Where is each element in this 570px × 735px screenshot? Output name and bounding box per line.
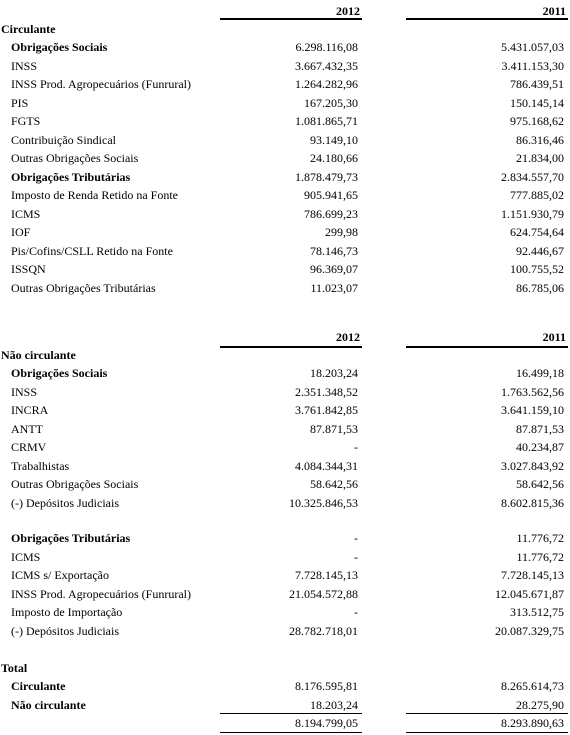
row-label: ANTT [11, 421, 43, 436]
row-label: IOF [11, 225, 31, 239]
value-2012: 24.180,66 [310, 151, 358, 165]
value-2011: 86.785,06 [516, 280, 564, 295]
value-2012: 1.081.865,71 [295, 114, 358, 128]
row-label: Contribuição Sindical [11, 132, 116, 147]
value-2012: 28.782.718,01 [289, 623, 358, 638]
table-row [0, 279, 570, 297]
value-2011: 975.168,62 [510, 114, 564, 128]
table-row [0, 223, 570, 241]
value-2011: 86.316,46 [516, 132, 564, 147]
value-2011: 3.411.153,30 [501, 58, 564, 73]
value-2012: - [354, 440, 358, 454]
value-2011: 150.145,14 [510, 95, 564, 110]
total-sum-underline-2011 [406, 732, 568, 733]
table-row [0, 622, 570, 640]
table-row [0, 168, 570, 186]
row-label: Pis/Cofins/CSLL Retido na Fonte [11, 243, 173, 258]
value-2011: 16.499,18 [516, 366, 564, 380]
value-2011: 12.045.671,87 [495, 586, 564, 601]
value-2012: 10.325.846,53 [289, 495, 358, 510]
row-label: Imposto de Importação [11, 605, 123, 619]
value-2012: 11.023,07 [310, 280, 358, 295]
row-label: ICMS s/ Exportação [11, 568, 109, 582]
total-sum-underline-2012 [220, 732, 362, 733]
value-2011: 777.885,02 [510, 188, 564, 202]
value-2012: 299,98 [325, 225, 358, 239]
value-2011: 624.754,64 [510, 225, 564, 239]
row-label: PIS [11, 95, 29, 110]
row-label: Outras Obrigações Tributárias [11, 280, 156, 295]
table-row [0, 364, 570, 382]
value-2012: 78.146,73 [310, 243, 358, 258]
block1-year-2011: 2011 [542, 4, 566, 18]
row-label: Imposto de Renda Retido na Fonte [11, 188, 178, 202]
row-label: ICMS [11, 206, 41, 221]
table-row [0, 475, 570, 493]
table-row [0, 205, 570, 223]
value-2011: 11.776,72 [516, 549, 564, 564]
row-label: Circulante [11, 679, 66, 693]
value-2011: 58.642,56 [516, 477, 564, 491]
table-row [0, 529, 570, 547]
value-2011: 100.755,52 [510, 262, 564, 276]
total-sum-2011: 8.293.890,63 [501, 716, 564, 730]
table-row [0, 548, 570, 566]
row-label: Outras Obrigações Sociais [11, 477, 139, 491]
value-2012: 3.667.432,35 [295, 58, 358, 73]
row-label: (-) Depósitos Judiciais [11, 623, 119, 638]
row-label: Obrigações Tributárias [11, 169, 131, 184]
row-label: ICMS [11, 549, 41, 564]
value-2011: 20.087.329,75 [495, 623, 564, 638]
table-row [0, 149, 570, 167]
value-2012: 18.203,24 [310, 697, 358, 712]
block2-section-title: Não circulante [1, 348, 76, 362]
row-label: Obrigações Tributárias [11, 531, 131, 545]
row-label: Não circulante [11, 697, 86, 712]
value-2012: 905.941,65 [304, 188, 358, 202]
value-2012: 7.728.145,13 [295, 568, 358, 582]
value-2011: 1.151.930,79 [501, 206, 564, 221]
value-2012: 786.699,23 [304, 206, 358, 221]
row-label: Obrigações Sociais [11, 40, 108, 54]
value-2011: 1.763.562,56 [501, 384, 564, 399]
block2-year-2011: 2011 [542, 330, 566, 344]
table-row [0, 494, 570, 512]
table-row [0, 75, 570, 93]
value-2011: 7.728.145,13 [501, 568, 564, 582]
value-2011: 313.512,75 [510, 605, 564, 619]
table-row [0, 57, 570, 75]
row-label: Obrigações Sociais [11, 366, 108, 380]
row-label: INCRA [11, 403, 49, 417]
table-row [0, 457, 570, 475]
table-row [0, 131, 570, 149]
value-2012: 2.351.348,52 [295, 384, 358, 399]
value-2012: 1.878.479,73 [295, 169, 358, 184]
row-label: ISSQN [11, 262, 46, 276]
value-2011: 40.234,87 [516, 440, 564, 454]
row-label: INSS [11, 384, 38, 399]
table-row [0, 38, 570, 56]
value-2012: 167.205,30 [304, 95, 358, 110]
table-row [0, 438, 570, 456]
table-row [0, 112, 570, 130]
row-label: INSS Prod. Agropecuários (Funrural) [11, 586, 191, 601]
value-2011: 11.776,72 [516, 531, 564, 545]
value-2011: 8.602.815,36 [501, 495, 564, 510]
value-2012: 96.369,07 [310, 262, 358, 276]
table-row [0, 94, 570, 112]
table-row [0, 585, 570, 603]
value-2012: 6.298.116,08 [295, 40, 358, 54]
value-2012: - [354, 531, 358, 545]
table-row [0, 186, 570, 204]
value-2012: - [354, 605, 358, 619]
value-2011: 21.834,00 [516, 151, 564, 165]
row-label: CRMV [11, 440, 47, 454]
row-label: INSS [11, 58, 38, 73]
row-label: INSS Prod. Agropecuários (Funrural) [11, 77, 191, 91]
value-2011: 5.431.057,03 [501, 40, 564, 54]
block2-year-2012: 2012 [336, 330, 360, 344]
value-2012: 1.264.282,96 [295, 77, 358, 91]
table-row [0, 603, 570, 621]
value-2011: 3.027.843,92 [501, 458, 564, 473]
row-label: Trabalhistas [11, 458, 70, 473]
row-label: Outras Obrigações Sociais [11, 151, 139, 165]
value-2011: 3.641.159,10 [501, 403, 564, 417]
total-sum-row [0, 714, 570, 732]
value-2012: 93.149,10 [310, 132, 358, 147]
table-row [0, 696, 570, 714]
value-2012: 21.054.572,88 [289, 586, 358, 601]
value-2011: 786.439,51 [510, 77, 564, 91]
table-row [0, 242, 570, 260]
block1-year-2012: 2012 [336, 4, 360, 18]
value-2011: 2.834.557,70 [501, 169, 564, 184]
table-row [0, 383, 570, 401]
row-label: FGTS [11, 114, 41, 128]
value-2012: - [354, 549, 358, 564]
value-2011: 8.265.614,73 [501, 679, 564, 693]
value-2012: 8.176.595,81 [295, 679, 358, 693]
total-section-title: Total [1, 661, 28, 675]
value-2012: 87.871,53 [310, 421, 358, 436]
value-2012: 3.761.842,85 [295, 403, 358, 417]
value-2011: 28.275,90 [516, 697, 564, 712]
table-row [0, 677, 570, 695]
value-2012: 18.203,24 [310, 366, 358, 380]
table-row [0, 260, 570, 278]
table-row [0, 420, 570, 438]
table-row [0, 566, 570, 584]
table-row [0, 401, 570, 419]
value-2011: 92.446,67 [516, 243, 564, 258]
value-2012: 4.084.344,31 [295, 458, 358, 473]
total-sum-2012: 8.194.799,05 [295, 716, 358, 730]
block1-section-title: Circulante [1, 22, 56, 36]
block2-header [0, 328, 570, 346]
value-2012: 58.642,56 [310, 477, 358, 491]
row-label: (-) Depósitos Judiciais [11, 495, 119, 510]
value-2011: 87.871,53 [516, 421, 564, 436]
